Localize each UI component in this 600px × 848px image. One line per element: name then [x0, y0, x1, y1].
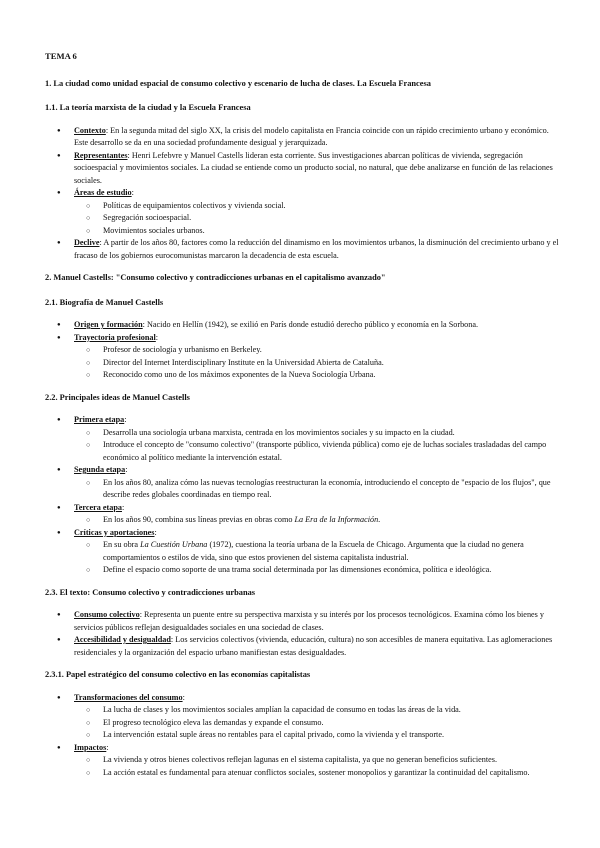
list-item	[74, 414, 560, 464]
item-text: :	[155, 332, 159, 342]
book-title: La Era de la Información	[294, 515, 379, 524]
list-item	[74, 502, 560, 527]
section-2-1-heading: 2.1. Biografía de Manuel Castells	[45, 297, 164, 307]
item-label: Tercera etapa	[74, 502, 122, 512]
sub-list-item: ○ Segregación socioespacial.	[103, 212, 560, 225]
sub-item-text: En su obra	[103, 540, 141, 549]
item-text: : En la segunda mitad del siglo XX, la crisis del modelo capitalista en Francia coincide con un rápido crecimiento urbano y económico. Este desarrollo se da en una sociedad profundamente desigual y jerarquizada.	[74, 125, 549, 147]
item-label: Trayectoria profesional	[74, 332, 156, 342]
sub-list-item: ○ Políticas de equipamientos colectivos y vivienda social.	[103, 200, 560, 213]
sub-list-item	[103, 514, 560, 527]
list-item	[74, 609, 560, 634]
list-item	[74, 692, 560, 742]
list-item	[74, 332, 560, 382]
item-label: Críticas y aportaciones	[74, 527, 155, 537]
sub-list-item: ○ El progreso tecnológico eleva las demandas y expande el consumo.	[103, 717, 560, 730]
sub-list-item	[103, 539, 560, 564]
sub-list-item: ○ Introduce el concepto de "consumo colectivo" (transporte público, vivienda pública) como eje de luchas sociales trasladadas del campo económico al político mediante la intervención estatal.	[103, 439, 560, 464]
sub-list	[74, 427, 560, 465]
item-label: Origen y formación	[74, 320, 143, 329]
section-2-2-list	[45, 414, 560, 577]
section-2-1-list	[45, 319, 560, 382]
sub-list-item: ○ Desarrolla una sociología urbana marxista, centrada en los movimientos sociales y su impacto en la ciudad.	[103, 427, 560, 440]
section-1-1-list	[45, 125, 560, 263]
item-text: : Henri Lefebvre y Manuel Castells lideran esta corriente. Sus investigaciones abarcan políticas de vivienda, segregación socioespacial y movimientos sociales. La ciudad se entiende como un producto social, no natural, que debe analizarse en función de las relaciones sociales.	[74, 150, 553, 185]
item-text: : Nacido en Hellín (1942), se exilió en París donde estudió derecho público y economía en la Sorbona.	[142, 320, 479, 329]
item-text: :	[154, 527, 157, 537]
list-item	[74, 634, 560, 659]
sub-list	[74, 514, 560, 527]
book-title: La Cuestión Urbana	[140, 540, 208, 549]
item-label: Primera etapa	[74, 415, 125, 424]
item-text: :	[131, 188, 134, 197]
section-2-3-list	[45, 609, 560, 659]
sub-item-text: En los años 90, combina sus líneas previas en obras como	[103, 515, 295, 524]
sub-list-item: ○ Director del Internet Interdisciplinary Institute en la Universidad Abierta de Cataluña.	[103, 357, 560, 370]
section-2-2-heading: 2.2. Principales ideas de Manuel Castells	[45, 392, 190, 402]
section-1-heading: 1. La ciudad como unidad espacial de consumo colectivo y escenario de lucha de clases. La Escuela Francesa	[45, 78, 431, 88]
sub-list	[74, 704, 560, 742]
item-label: Consumo colectivo	[74, 610, 140, 619]
sub-list-item: ○ Profesor de sociología y urbanismo en Berkeley.	[103, 344, 560, 357]
list-item	[74, 742, 560, 780]
item-text: : A partir de los años 80, factores como la reducción del dinamismo en los movimientos urbanos, la disminución del crecimiento urbano y el fracaso de los gobiernos eurocomunistas marcaron la decadencia de esta escuela.	[74, 238, 559, 260]
item-label: Declive	[74, 238, 100, 247]
item-label: Impactos	[74, 742, 107, 752]
sub-list	[74, 200, 560, 238]
list-item	[74, 319, 560, 332]
item-text: :	[125, 465, 128, 474]
item-label: Contexto	[74, 125, 106, 135]
item-text: : Representa un puente entre su perspectiva marxista y su interés por los procesos tecnológicos. Examina cómo los bienes y servicios públicos reflejan desigualdades sociales en una sociedad de clases.	[74, 610, 544, 632]
sub-list	[74, 754, 560, 779]
sub-list	[74, 344, 560, 382]
item-label: Accesibilidad y desigualdad	[74, 635, 171, 644]
item-label: Áreas de estudio	[74, 188, 132, 197]
section-2-3-1-list	[45, 692, 560, 780]
list-item	[74, 125, 560, 150]
section-2-3-1-heading: 2.3.1. Papel estratégico del consumo colectivo en las economías capitalistas	[45, 670, 311, 679]
item-text: :	[121, 502, 125, 512]
list-item	[74, 187, 560, 237]
item-text: :	[106, 742, 109, 752]
list-item	[74, 150, 560, 188]
page-title: TEMA 6	[45, 51, 77, 61]
document-body	[45, 50, 560, 789]
section-2-3-heading: 2.3. El texto: Consumo colectivo y contradicciones urbanas	[45, 587, 256, 597]
sub-list	[74, 539, 560, 577]
item-text: : Los servicios colectivos (vivienda, educación, cultura) no son accesibles de manera equitativa. Las aglomeraciones residenciales y la organización del espacio urbano manifiestan estas desigualdades.	[74, 635, 553, 657]
sub-item-text: (1972), cuestiona la teoría urbana de la Escuela de Chicago. Argumenta que la ciudad no genera comportamientos o estilos de vida, sino que estos provienen del sistema capitalista industrial.	[103, 540, 524, 562]
sub-list-item: ○ En los años 80, analiza cómo las nuevas tecnologías reestructuran la economía, introduciendo el concepto de "espacio de los flujos", que describe redes globales coordinadas en tiempo real.	[103, 477, 560, 502]
item-text: :	[182, 692, 185, 702]
sub-list-item: ○ La acción estatal es fundamental para atenuar conflictos sociales, sostener monopolios y garantizar la continuidad del capitalismo.	[103, 767, 560, 780]
sub-list-item: ○ Define el espacio como soporte de una trama social determinada por las dimensiones económica, política e ideológica.	[103, 564, 560, 577]
sub-list-item: ○ La vivienda y otros bienes colectivos reflejan lagunas en el sistema capitalista, ya que no generan beneficios suficientes.	[103, 754, 560, 767]
item-label: Transformaciones del consumo	[74, 692, 183, 702]
item-label: Representantes	[74, 150, 128, 160]
sub-list-item: ○ La intervención estatal suple áreas no rentables para el capital privado, como la vivienda y el transporte.	[103, 729, 560, 742]
list-item	[74, 237, 560, 262]
item-label: Segunda etapa	[74, 465, 126, 474]
item-text: :	[124, 415, 127, 424]
section-1-1-heading: 1.1. La teoría marxista de la ciudad y la Escuela Francesa	[45, 103, 251, 112]
list-item	[74, 464, 560, 502]
sub-list-item: ○ La lucha de clases y los movimientos sociales amplían la capacidad de consumo en todas las áreas de la vida.	[103, 704, 560, 717]
sub-list-item: ○ Movimientos sociales urbanos.	[103, 225, 560, 238]
sub-item-text: .	[378, 515, 381, 524]
list-item	[74, 527, 560, 577]
sub-list-item: ○ Reconocido como uno de los máximos exponentes de la Nueva Sociología Urbana.	[103, 369, 560, 382]
sub-list	[74, 477, 560, 502]
section-2-heading: 2. Manuel Castells: "Consumo colectivo y contradicciones urbanas en el capitalismo avanzado"	[45, 273, 386, 282]
